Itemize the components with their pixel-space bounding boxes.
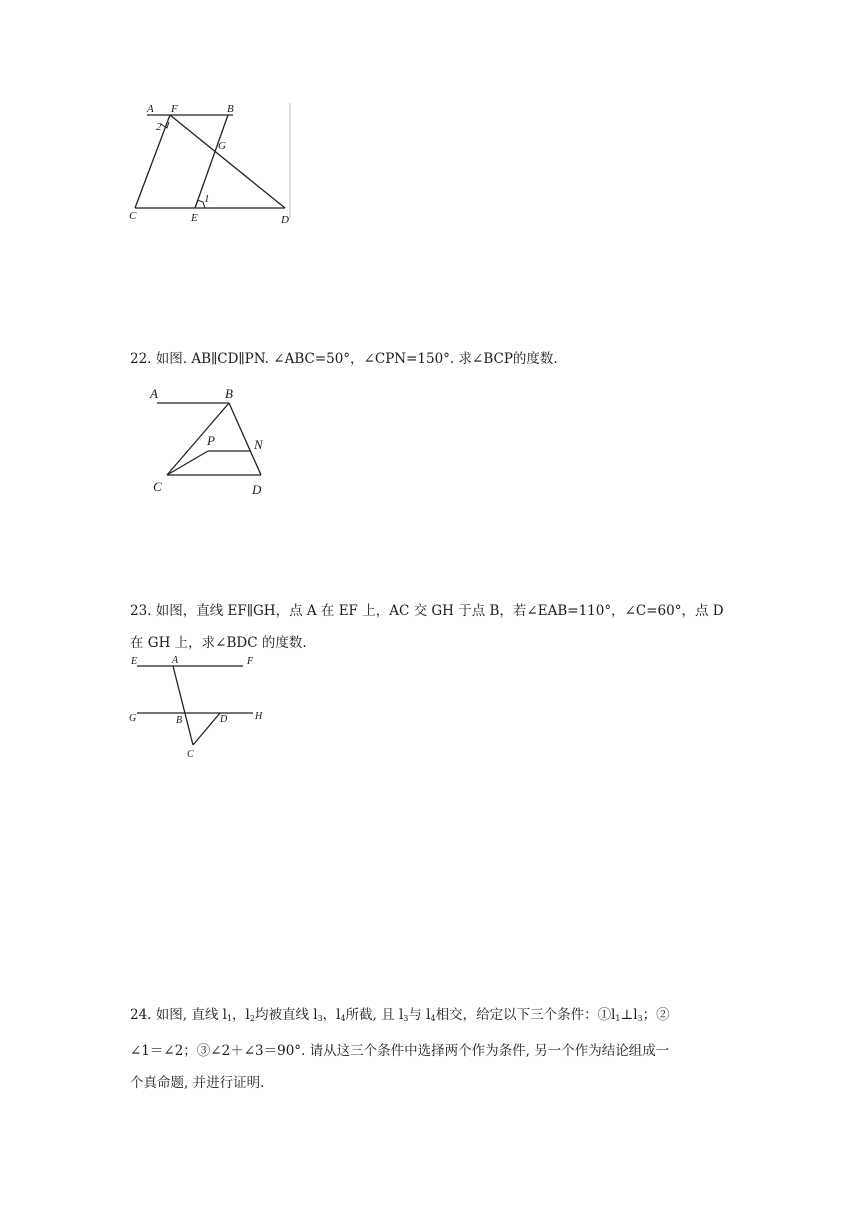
q24-subscript: 2 (249, 1014, 255, 1023)
question-24-line-2: ∠1＝∠2；③∠2＋∠3＝90°. 请从这三个条件中选择两个作为条件, 另一个作为结论组成一 (130, 1043, 670, 1059)
label-F: F (247, 656, 254, 667)
label-angle-1: 1 (204, 193, 210, 205)
q24-text-part: 所截, 且 l (345, 1007, 404, 1023)
figure-parallelogram-triangle (125, 98, 300, 228)
label-D: D (220, 714, 228, 725)
label-angle-2: 2 (156, 121, 162, 133)
label-D: D (281, 214, 289, 226)
segment-CP (167, 451, 208, 475)
segment-DC (193, 713, 220, 745)
question-22-text: 22. 如图. AB∥CD∥PN. ∠ABC=50°，∠CPN=150°. 求∠BCP的度数. (130, 351, 558, 367)
question-24-line-1 (130, 999, 730, 1035)
question-23-text (130, 595, 730, 659)
q24-text-part: 24. 如图, 直线 l (130, 1007, 227, 1023)
label-F: F (171, 103, 178, 115)
q24-subscript: 1 (226, 1014, 233, 1023)
label-B: B (227, 103, 234, 115)
label-C: C (153, 479, 162, 494)
label-E: E (131, 656, 138, 667)
label-C: C (129, 210, 137, 222)
label-P: P (207, 433, 215, 448)
segment-BE (195, 115, 228, 208)
label-B: B (225, 386, 233, 401)
label-E: E (191, 212, 198, 224)
q24-subscript: 4 (430, 1014, 436, 1023)
label-C: C (187, 749, 194, 760)
label-N: N (254, 437, 263, 452)
q24-text-part: 均被直线 l (254, 1007, 318, 1023)
angle-2-arc (161, 122, 169, 128)
q24-text-part: 与 l (408, 1007, 431, 1023)
segment-AC (173, 666, 193, 745)
segment-FD (170, 115, 285, 208)
q24-subscript: 3 (403, 1014, 409, 1023)
q24-subscript: 3 (637, 1014, 643, 1023)
label-A: A (172, 655, 179, 666)
figure-q23 (125, 652, 270, 762)
label-A: A (150, 386, 158, 401)
q24-text-part: ，l (232, 1007, 250, 1023)
label-B: B (176, 715, 183, 726)
segment-FC (135, 115, 170, 208)
question-23-line-1: 23. 如图，直线 EF∥GH，点 A 在 EF 上，AC 交 GH 于点 B，若∠EAB=110°，∠C=60°，点 D (130, 603, 724, 619)
question-24-text (130, 999, 730, 1099)
label-D: D (252, 482, 262, 497)
question-23-line-2: 在 GH 上，求∠BDC 的度数. (130, 635, 307, 651)
q24-text-part: ，l (322, 1007, 341, 1023)
question-24-line-3: 个真命题, 并进行证明. (130, 1075, 265, 1091)
figure-q22 (140, 380, 280, 500)
label-G: G (129, 713, 137, 724)
q24-text-part: ⊥l (620, 1007, 638, 1023)
q24-subscript: 3 (317, 1014, 323, 1023)
label-H: H (255, 711, 263, 722)
q24-subscript: 4 (340, 1014, 346, 1023)
label-A: A (147, 103, 154, 115)
q24-subscript: 1 (615, 1014, 621, 1023)
q24-text-part: ；② (642, 1007, 670, 1023)
segment-BC (167, 403, 229, 475)
label-G: G (218, 140, 226, 152)
q24-text-part: 相交，给定以下三个条件：①l (435, 1007, 616, 1023)
